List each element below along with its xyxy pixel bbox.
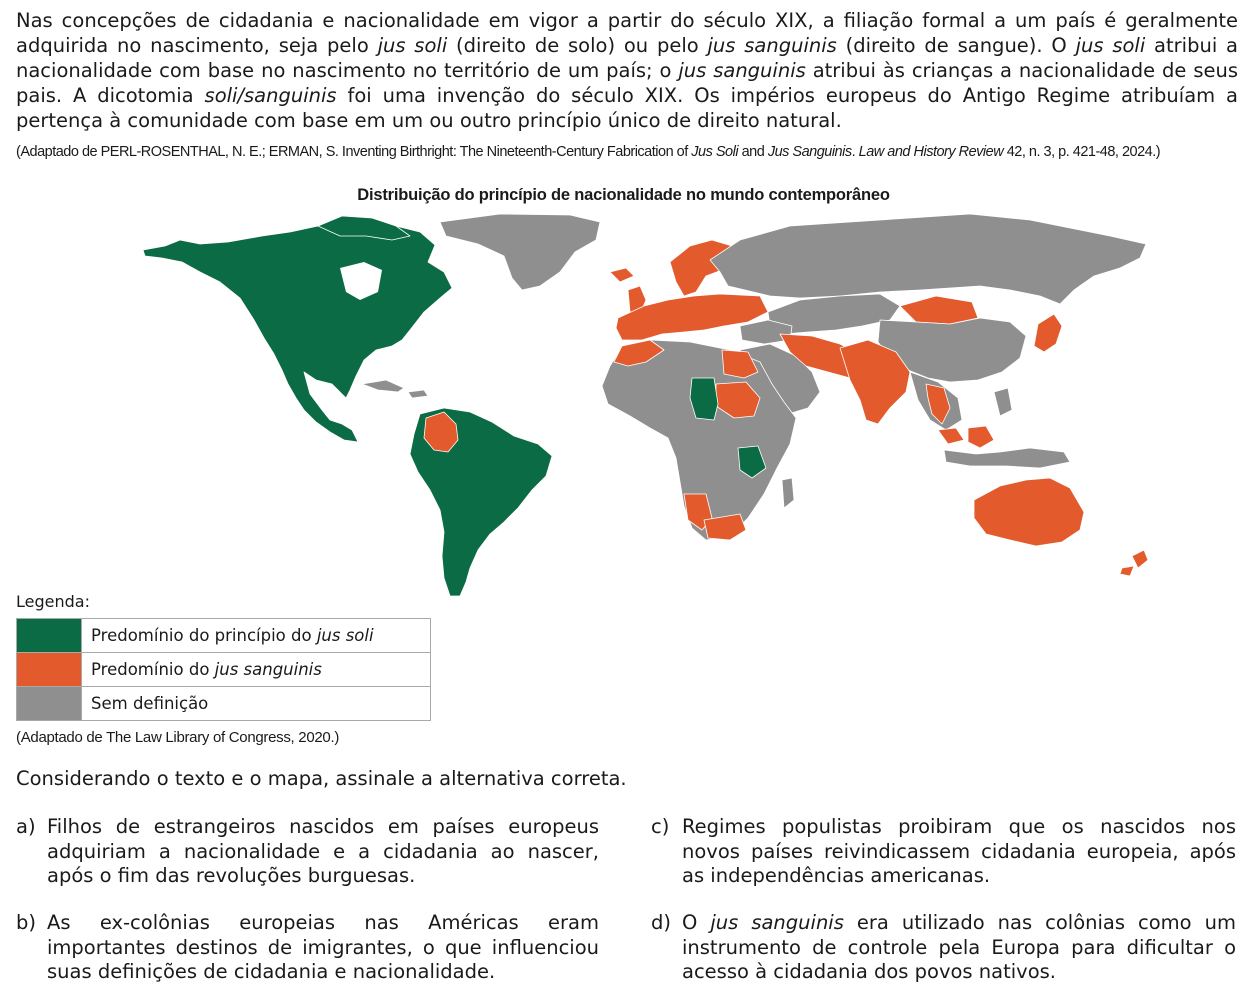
map-russia xyxy=(710,214,1146,304)
legend-table xyxy=(16,618,431,721)
map-iceland xyxy=(610,268,634,282)
option-letter: d) xyxy=(651,911,671,934)
map-mongolia xyxy=(900,296,978,324)
option-letter: b) xyxy=(16,911,36,934)
citation-text: and xyxy=(738,144,768,160)
map-philippines xyxy=(994,388,1012,416)
option-letter: c) xyxy=(651,815,670,838)
intro-term: jus soli xyxy=(1075,34,1146,57)
legend-row-sanguinis xyxy=(17,653,431,687)
map-japan xyxy=(1034,314,1062,352)
option-text: Regimes populistas proibiram que os nascidos nos novos países reivindicassem cidadania europeia, após as independências americanas. xyxy=(682,815,1236,887)
map-source: (Adaptado de The Law Library of Congress, 2020.) xyxy=(16,729,340,746)
citation-italic: Law and History Review xyxy=(858,144,1004,160)
legend-text: Predomínio do xyxy=(91,660,215,679)
legend-term: jus sanguinis xyxy=(214,660,322,679)
option-letter: a) xyxy=(16,815,36,838)
citation-italic: Jus Soli xyxy=(691,144,739,160)
map-greenland xyxy=(440,214,600,290)
option-text: As ex-colônias europeias nas Américas eram importantes destinos de imigrantes, o que influenciou suas definições de cidadania e nacionalidade. xyxy=(47,911,599,983)
intro-text: foi uma invenção do século XIX. Os impérios europeus do Antigo Regime atribuíam a pertença à comunidade com base em um ou outro princípio único de direito natural. xyxy=(16,84,1238,132)
legend-label-sanguinis xyxy=(82,653,431,687)
intro-paragraph xyxy=(16,8,1238,133)
citation-text: 42, n. 3, p. 421-48, 2024.) xyxy=(1003,144,1161,160)
option-text-part: era utilizado nas colônias como um instrumento de controle pela Europa para dificultar o acesso à cidadania dos povos nativos. xyxy=(682,911,1236,983)
legend-swatch-soli xyxy=(17,619,82,653)
intro-text: (direito de solo) ou pelo xyxy=(447,34,708,57)
world-map xyxy=(130,210,1240,605)
question-prompt: Considerando o texto e o mapa, assinale a alternativa correta. xyxy=(16,767,627,790)
option-text-part: O xyxy=(682,911,711,934)
map-new-zealand-south xyxy=(1120,566,1134,576)
legend-label-none: Sem definição xyxy=(82,687,431,721)
citation xyxy=(16,144,1241,160)
intro-term: jus soli xyxy=(377,34,448,57)
map-madagascar xyxy=(782,478,794,508)
option-text: Filhos de estrangeiros nascidos em países europeus adquiriam a nacionalidade e a cidadania ao nascer, após o fim das revoluções burguesas. xyxy=(47,815,599,887)
legend-text: Predomínio do princípio do xyxy=(91,626,317,645)
legend-label-soli xyxy=(82,619,431,653)
intro-term: jus sanguinis xyxy=(707,34,837,57)
legend-row-soli xyxy=(17,619,431,653)
legend-swatch-none xyxy=(17,687,82,721)
map-indonesia xyxy=(944,448,1070,468)
citation-text: (Adaptado de PERL-ROSENTHAL, N. E.; ERMAN, S. Inventing Birthright: The Nineteenth-Century Fabrication of xyxy=(16,144,692,160)
intro-term: jus sanguinis xyxy=(678,59,806,82)
map-australia xyxy=(974,478,1084,546)
map-caribbean xyxy=(362,380,404,392)
intro-text: atribui a nacionalidade com base no nascimento no território de um país; o xyxy=(16,34,1238,82)
map-hispaniola xyxy=(408,390,428,398)
intro-term: soli/sanguinis xyxy=(204,84,337,107)
map-new-zealand xyxy=(1132,550,1148,568)
option-term: jus sanguinis xyxy=(710,911,844,934)
map-malaysia xyxy=(938,428,964,444)
option-text xyxy=(682,911,1236,985)
legend-swatch-sanguinis xyxy=(17,653,82,687)
legend-row-none xyxy=(17,687,431,721)
legend-term: jus soli xyxy=(316,626,374,645)
legend-title: Legenda: xyxy=(16,592,90,611)
intro-text: (direito de sangue). O xyxy=(836,34,1076,57)
citation-text: . xyxy=(851,144,859,160)
map-title: Distribuição do princípio de nacionalidade no mundo contemporâneo xyxy=(357,186,890,204)
map-borneo xyxy=(968,426,994,448)
citation-italic: Jus Sanguinis xyxy=(767,144,852,160)
map-north-america xyxy=(143,222,452,442)
intro-text: Nas concepções de cidadania e nacionalidade em vigor a partir do século XIX, a filiação formal a um país é geralmente adquirida no nascimento, seja pelo xyxy=(16,9,1238,57)
intro-text: atribui às crianças a nacionalidade de seus pais. A dicotomia xyxy=(16,59,1238,107)
